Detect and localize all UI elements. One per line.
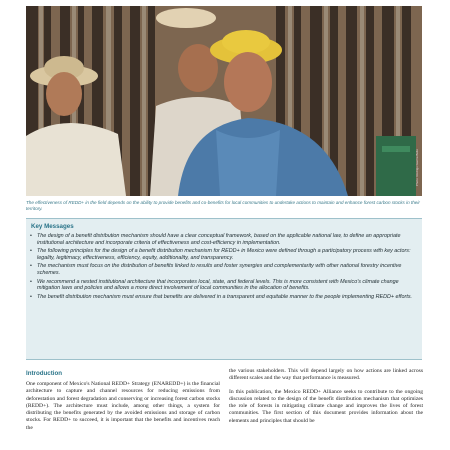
introduction-paragraph: In this publication, the Mexico REDD+ Alliance seeks to contribute to the ongoing discussion related to the design of the benefit distribution mechanism that optimizes the role of forests in mitigating climate change and improves the lives of forest communities. The first section of this document provides information about the elements and principles that should be <box>229 388 423 424</box>
key-messages-box <box>26 218 422 360</box>
bullet-icon: • <box>30 233 32 239</box>
introduction-title: Introduction <box>26 370 63 377</box>
bullet-icon: • <box>30 278 32 285</box>
introduction-left-column <box>26 381 220 438</box>
key-message-item <box>29 279 416 292</box>
key-message-item <box>29 294 416 301</box>
bullet-icon: • <box>30 263 32 270</box>
key-message-item <box>29 263 416 276</box>
introduction-paragraph: One component of Mexico's National REDD+ Strategy (ENAREDD+) is the financial architecture to capture and channel resources for reducing emissions from deforestation and forest degradation and conserving or increasing forest carbon stocks (REDD+). The architecture must include, among other things, a system for distributing the benefits generated by the avoided emissions and storage of carbon stocks. For REDD+ to succeed, it is important that the benefits and incentives reach the <box>26 381 220 431</box>
introduction-paragraph: the various stakeholders. This will depend largely on how actions are linked across different scales and the way that performance is measured. <box>229 368 423 382</box>
key-message-text: The benefit distribution mechanism must ensure that benefits are delivered in a transparent and equitable manner to the people implementing REDD+ efforts. <box>37 293 413 300</box>
key-message-text: We recommend a nested institutional architecture that incorporates local, state, and federal levels. This is more consistent with Mexico's climate change mitigation laws and policies and allows a more direct involvement of local communities in the allocation of benefits. <box>37 278 399 292</box>
bullet-icon: • <box>30 248 32 255</box>
header-photo <box>26 6 422 196</box>
bullet-icon: • <box>30 293 32 300</box>
key-messages-title: Key Messages <box>31 223 74 230</box>
key-messages-list <box>29 233 416 300</box>
key-message-item <box>29 248 416 261</box>
photo-illustration <box>26 6 422 196</box>
photo-credit: Photo: Rodrigo Garcia Bello <box>415 148 419 186</box>
key-message-text: The design of a benefit distribution mechanism should have a clear conceptual framework, based on the applicable national law, to define an appropriate institutional architecture and incorporate criteria of effectiveness and cost-efficiency in implementation. <box>37 233 401 246</box>
key-message-item <box>29 233 416 246</box>
key-message-text: The following principles for the design of a benefit distribution mechanism for REDD+ in Mexico were defined through a participatory process with key actors: legality, legitimacy, effectiveness, efficiency, equity, additionality, and transparency. <box>37 248 411 261</box>
introduction-right-column <box>229 368 423 431</box>
key-message-text: The mechanism must focus on the distribution of benefits linked to results and foster synergies and complementarity with other national forestry incentive schemes. <box>37 263 402 276</box>
photo-caption: The effectiveness of REDD+ in the field depends on the ability to provide benefits and co-benefits for local communities to undertake actions to maintain and enhance forest carbon stocks in their territory. <box>26 200 420 211</box>
